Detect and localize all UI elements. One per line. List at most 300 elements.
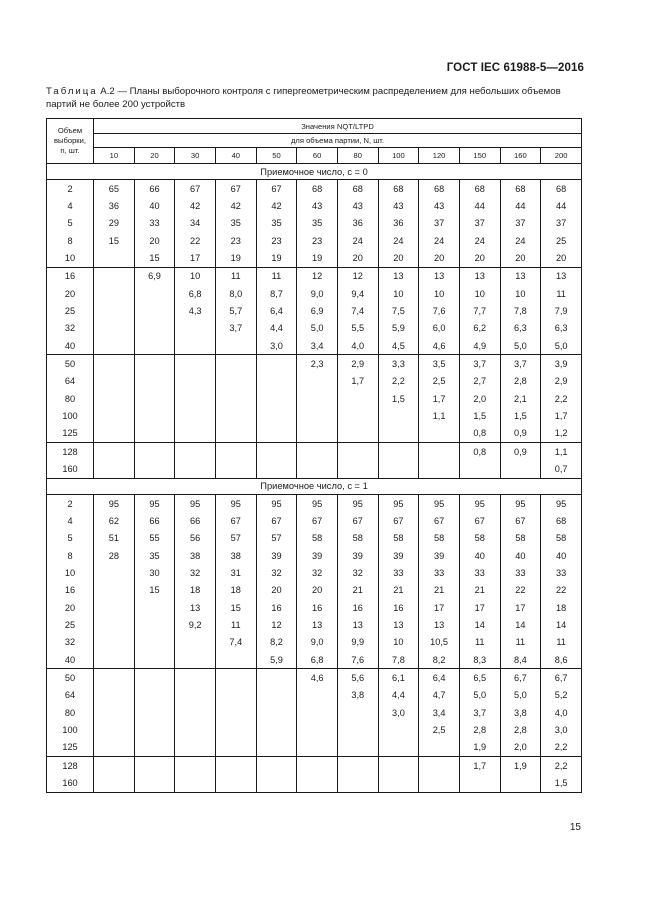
value-cell — [94, 739, 135, 757]
value-cell: 55 — [134, 530, 175, 547]
value-cell — [215, 687, 256, 704]
value-cell: 36 — [337, 215, 378, 232]
table-row — [47, 267, 582, 285]
value-cell — [256, 739, 297, 757]
value-cell: 19 — [297, 249, 338, 267]
value-cell: 7,7 — [459, 302, 500, 319]
value-cell: 66 — [175, 512, 216, 529]
value-cell — [175, 739, 216, 757]
value-cell: 39 — [419, 547, 460, 564]
value-cell: 30 — [134, 564, 175, 581]
value-cell: 95 — [500, 494, 541, 512]
value-cell: 36 — [94, 197, 135, 214]
value-cell: 58 — [337, 530, 378, 547]
value-cell: 12 — [337, 267, 378, 285]
table-row — [47, 721, 582, 738]
value-cell — [134, 407, 175, 424]
table-row — [47, 461, 582, 479]
value-cell: 58 — [459, 530, 500, 547]
value-cell: 32 — [297, 564, 338, 581]
value-cell — [337, 774, 378, 792]
table-row — [47, 285, 582, 302]
value-cell: 5,9 — [378, 320, 419, 337]
value-cell — [94, 616, 135, 633]
value-cell: 13 — [419, 267, 460, 285]
value-cell: 12 — [256, 616, 297, 633]
value-cell: 9,4 — [337, 285, 378, 302]
value-cell: 14 — [500, 616, 541, 633]
value-cell: 1,7 — [419, 390, 460, 407]
sample-size-cell: 50 — [47, 355, 94, 373]
value-cell — [215, 721, 256, 738]
value-cell — [419, 739, 460, 757]
value-cell: 66 — [134, 512, 175, 529]
sample-size-header-line: Объем — [57, 126, 83, 135]
nqt-ltpd-header: Значения NQT/LTPD — [94, 119, 582, 134]
value-cell — [94, 564, 135, 581]
value-cell — [256, 704, 297, 721]
sample-size-cell: 4 — [47, 197, 94, 214]
value-cell: 20 — [337, 249, 378, 267]
lot-size-col-header: 40 — [215, 148, 256, 164]
value-cell: 3,9 — [541, 355, 582, 373]
value-cell: 44 — [500, 197, 541, 214]
table-row — [47, 599, 582, 616]
value-cell — [94, 651, 135, 669]
sample-size-cell: 4 — [47, 512, 94, 529]
value-cell: 7,8 — [500, 302, 541, 319]
value-cell — [297, 721, 338, 738]
sample-size-cell: 2 — [47, 494, 94, 512]
value-cell: 67 — [215, 180, 256, 198]
table-row — [47, 634, 582, 651]
value-cell — [134, 651, 175, 669]
value-cell: 23 — [215, 232, 256, 249]
value-cell: 44 — [459, 197, 500, 214]
value-cell: 65 — [94, 180, 135, 198]
value-cell: 3,8 — [337, 687, 378, 704]
value-cell — [256, 669, 297, 687]
value-cell: 9,9 — [337, 634, 378, 651]
value-cell: 68 — [541, 180, 582, 198]
value-cell: 19 — [256, 249, 297, 267]
value-cell: 7,6 — [419, 302, 460, 319]
lot-size-col-header: 80 — [337, 148, 378, 164]
value-cell: 3,7 — [459, 704, 500, 721]
value-cell: 5,0 — [500, 687, 541, 704]
value-cell: 95 — [541, 494, 582, 512]
sample-size-cell: 40 — [47, 651, 94, 669]
sample-size-cell: 128 — [47, 757, 94, 775]
value-cell: 18 — [541, 599, 582, 616]
value-cell — [297, 739, 338, 757]
value-cell: 42 — [215, 197, 256, 214]
value-cell: 13 — [459, 267, 500, 285]
value-cell: 43 — [297, 197, 338, 214]
value-cell: 6,4 — [256, 302, 297, 319]
value-cell — [378, 443, 419, 461]
value-cell: 1,1 — [541, 443, 582, 461]
sample-size-cell: 40 — [47, 337, 94, 355]
value-cell: 56 — [175, 530, 216, 547]
value-cell: 95 — [256, 494, 297, 512]
value-cell: 13 — [500, 267, 541, 285]
value-cell: 6,7 — [541, 669, 582, 687]
lot-size-header: для объема партии, N, шт. — [94, 134, 582, 148]
value-cell — [175, 669, 216, 687]
value-cell: 95 — [94, 494, 135, 512]
value-cell: 11 — [215, 616, 256, 633]
value-cell: 16 — [297, 599, 338, 616]
value-cell — [94, 704, 135, 721]
value-cell: 40 — [134, 197, 175, 214]
value-cell — [94, 373, 135, 390]
value-cell — [94, 599, 135, 616]
value-cell — [175, 337, 216, 355]
value-cell: 1,5 — [500, 407, 541, 424]
table-row — [47, 355, 582, 373]
sample-size-cell: 16 — [47, 582, 94, 599]
value-cell: 43 — [378, 197, 419, 214]
value-cell — [94, 721, 135, 738]
value-cell — [134, 390, 175, 407]
value-cell: 16 — [256, 599, 297, 616]
value-cell: 11 — [256, 267, 297, 285]
sample-size-cell: 160 — [47, 774, 94, 792]
value-cell: 7,4 — [337, 302, 378, 319]
value-cell — [459, 774, 500, 792]
value-cell — [94, 302, 135, 319]
value-cell: 0,9 — [500, 425, 541, 443]
caption-text: А.2 — Планы выборочного контроля с гипергеометрическим распределением для небольших объемов партий не более 200 устройств — [46, 86, 561, 110]
value-cell: 2,8 — [500, 721, 541, 738]
value-cell — [459, 461, 500, 479]
value-cell: 3,8 — [500, 704, 541, 721]
table-row — [47, 443, 582, 461]
table-row — [47, 197, 582, 214]
value-cell: 4,4 — [378, 687, 419, 704]
value-cell: 29 — [94, 215, 135, 232]
sample-size-cell: 16 — [47, 267, 94, 285]
value-cell: 10 — [500, 285, 541, 302]
table-row — [47, 180, 582, 198]
value-cell — [175, 373, 216, 390]
value-cell: 6,5 — [459, 669, 500, 687]
sample-size-cell: 10 — [47, 249, 94, 267]
value-cell — [215, 337, 256, 355]
value-cell: 6,9 — [134, 267, 175, 285]
value-cell — [175, 687, 216, 704]
value-cell — [378, 774, 419, 792]
value-cell: 10 — [378, 634, 419, 651]
value-cell: 9,0 — [297, 634, 338, 651]
value-cell — [297, 425, 338, 443]
value-cell: 6,3 — [500, 320, 541, 337]
value-cell: 6,8 — [297, 651, 338, 669]
value-cell — [378, 461, 419, 479]
value-cell: 1,7 — [337, 373, 378, 390]
value-cell — [215, 739, 256, 757]
value-cell: 20 — [134, 232, 175, 249]
table-row — [47, 407, 582, 424]
value-cell: 2,2 — [378, 373, 419, 390]
value-cell: 1,7 — [541, 407, 582, 424]
value-cell: 20 — [378, 249, 419, 267]
value-cell: 13 — [541, 267, 582, 285]
table-row — [47, 320, 582, 337]
value-cell: 16 — [378, 599, 419, 616]
value-cell: 32 — [337, 564, 378, 581]
value-cell: 33 — [459, 564, 500, 581]
value-cell: 8,4 — [500, 651, 541, 669]
value-cell — [94, 355, 135, 373]
value-cell: 2,2 — [541, 757, 582, 775]
value-cell: 6,8 — [175, 285, 216, 302]
value-cell — [256, 721, 297, 738]
value-cell: 3,5 — [419, 355, 460, 373]
table-row — [47, 739, 582, 757]
value-cell: 39 — [337, 547, 378, 564]
value-cell — [256, 373, 297, 390]
value-cell — [134, 355, 175, 373]
value-cell: 33 — [541, 564, 582, 581]
value-cell: 13 — [337, 616, 378, 633]
value-cell — [215, 651, 256, 669]
value-cell: 3,3 — [378, 355, 419, 373]
sample-size-header-line: выборки, — [54, 136, 86, 145]
value-cell: 2,3 — [297, 355, 338, 373]
value-cell: 2,0 — [459, 390, 500, 407]
value-cell: 15 — [215, 599, 256, 616]
value-cell: 7,6 — [337, 651, 378, 669]
value-cell: 7,9 — [541, 302, 582, 319]
value-cell: 0,8 — [459, 443, 500, 461]
sample-size-cell: 8 — [47, 547, 94, 564]
value-cell: 21 — [459, 582, 500, 599]
section-header-row — [47, 478, 582, 494]
value-cell: 6,3 — [541, 320, 582, 337]
table-row — [47, 512, 582, 529]
sample-size-cell: 80 — [47, 704, 94, 721]
value-cell: 12 — [297, 267, 338, 285]
value-cell: 35 — [215, 215, 256, 232]
value-cell: 3,0 — [378, 704, 419, 721]
value-cell: 33 — [500, 564, 541, 581]
value-cell: 10 — [378, 285, 419, 302]
value-cell — [419, 443, 460, 461]
value-cell — [175, 757, 216, 775]
value-cell: 67 — [175, 180, 216, 198]
value-cell: 33 — [378, 564, 419, 581]
value-cell: 1,5 — [378, 390, 419, 407]
value-cell: 1,2 — [541, 425, 582, 443]
value-cell: 4,4 — [256, 320, 297, 337]
value-cell — [256, 774, 297, 792]
sample-size-cell: 2 — [47, 180, 94, 198]
value-cell: 6,4 — [419, 669, 460, 687]
value-cell — [134, 320, 175, 337]
value-cell: 4,7 — [419, 687, 460, 704]
value-cell: 21 — [378, 582, 419, 599]
value-cell — [297, 704, 338, 721]
value-cell: 9,2 — [175, 616, 216, 633]
value-cell — [134, 285, 175, 302]
value-cell: 24 — [500, 232, 541, 249]
value-cell: 38 — [175, 547, 216, 564]
sample-size-cell: 25 — [47, 302, 94, 319]
value-cell: 67 — [297, 512, 338, 529]
value-cell — [175, 651, 216, 669]
value-cell — [337, 704, 378, 721]
value-cell: 13 — [378, 616, 419, 633]
value-cell: 2,2 — [541, 739, 582, 757]
value-cell: 67 — [337, 512, 378, 529]
value-cell: 4,6 — [419, 337, 460, 355]
value-cell: 2,9 — [541, 373, 582, 390]
value-cell: 1,5 — [459, 407, 500, 424]
value-cell: 25 — [541, 232, 582, 249]
value-cell: 18 — [215, 582, 256, 599]
lot-size-col-header: 160 — [500, 148, 541, 164]
value-cell: 4,6 — [297, 669, 338, 687]
table-row — [47, 390, 582, 407]
value-cell: 15 — [134, 249, 175, 267]
value-cell: 57 — [256, 530, 297, 547]
value-cell — [215, 757, 256, 775]
value-cell: 10 — [459, 285, 500, 302]
value-cell: 0,7 — [541, 461, 582, 479]
value-cell: 95 — [215, 494, 256, 512]
value-cell: 13 — [378, 267, 419, 285]
value-cell: 24 — [378, 232, 419, 249]
value-cell: 39 — [378, 547, 419, 564]
value-cell: 5,9 — [256, 651, 297, 669]
value-cell: 43 — [419, 197, 460, 214]
value-cell: 68 — [541, 512, 582, 529]
sample-size-cell: 8 — [47, 232, 94, 249]
value-cell: 42 — [256, 197, 297, 214]
table-row — [47, 774, 582, 792]
value-cell: 13 — [419, 616, 460, 633]
value-cell — [297, 443, 338, 461]
value-cell — [215, 390, 256, 407]
value-cell — [94, 461, 135, 479]
value-cell — [297, 687, 338, 704]
value-cell: 4,5 — [378, 337, 419, 355]
lot-size-col-header: 150 — [459, 148, 500, 164]
value-cell: 8,7 — [256, 285, 297, 302]
value-cell — [134, 599, 175, 616]
value-cell: 5,0 — [297, 320, 338, 337]
value-cell — [94, 390, 135, 407]
value-cell — [256, 687, 297, 704]
value-cell: 42 — [175, 197, 216, 214]
value-cell — [419, 774, 460, 792]
value-cell: 2,7 — [459, 373, 500, 390]
value-cell: 3,4 — [297, 337, 338, 355]
value-cell: 18 — [175, 582, 216, 599]
value-cell: 37 — [459, 215, 500, 232]
value-cell: 22 — [175, 232, 216, 249]
value-cell — [175, 721, 216, 738]
value-cell: 40 — [541, 547, 582, 564]
value-cell: 5,5 — [337, 320, 378, 337]
value-cell: 1,9 — [500, 757, 541, 775]
lot-size-col-header: 20 — [134, 148, 175, 164]
value-cell — [94, 425, 135, 443]
value-cell: 33 — [419, 564, 460, 581]
table-row — [47, 547, 582, 564]
value-cell — [297, 407, 338, 424]
caption-prefix: Таблица — [46, 86, 98, 97]
value-cell: 32 — [256, 564, 297, 581]
value-cell: 1,5 — [541, 774, 582, 792]
value-cell: 2,5 — [419, 373, 460, 390]
value-cell: 5,2 — [541, 687, 582, 704]
value-cell — [134, 704, 175, 721]
value-cell — [337, 390, 378, 407]
value-cell — [256, 355, 297, 373]
value-cell — [256, 757, 297, 775]
value-cell: 37 — [541, 215, 582, 232]
value-cell — [175, 425, 216, 443]
page-number: 15 — [569, 822, 581, 833]
lot-size-col-header: 120 — [419, 148, 460, 164]
value-cell: 4,0 — [541, 704, 582, 721]
value-cell: 6,7 — [500, 669, 541, 687]
value-cell: 21 — [337, 582, 378, 599]
value-cell: 21 — [419, 582, 460, 599]
sample-size-cell: 20 — [47, 285, 94, 302]
value-cell: 67 — [215, 512, 256, 529]
value-cell: 66 — [134, 180, 175, 198]
value-cell: 0,8 — [459, 425, 500, 443]
value-cell — [94, 249, 135, 267]
value-cell — [256, 461, 297, 479]
value-cell — [215, 355, 256, 373]
value-cell — [378, 739, 419, 757]
value-cell: 67 — [459, 512, 500, 529]
lot-size-col-header: 100 — [378, 148, 419, 164]
table-row — [47, 232, 582, 249]
value-cell — [337, 757, 378, 775]
value-cell — [94, 320, 135, 337]
value-cell: 68 — [337, 180, 378, 198]
value-cell: 5,0 — [500, 337, 541, 355]
value-cell: 20 — [419, 249, 460, 267]
value-cell: 7,4 — [215, 634, 256, 651]
value-cell — [297, 373, 338, 390]
value-cell: 40 — [459, 547, 500, 564]
table-row — [47, 373, 582, 390]
document-header: ГОСТ IEC 61988-5—2016 — [446, 62, 584, 74]
lot-size-col-header: 50 — [256, 148, 297, 164]
value-cell: 68 — [500, 180, 541, 198]
value-cell: 4,9 — [459, 337, 500, 355]
value-cell: 35 — [297, 215, 338, 232]
sample-size-cell: 32 — [47, 634, 94, 651]
value-cell: 1,7 — [459, 757, 500, 775]
value-cell: 2,2 — [541, 390, 582, 407]
value-cell: 17 — [500, 599, 541, 616]
value-cell — [337, 461, 378, 479]
value-cell: 7,5 — [378, 302, 419, 319]
value-cell: 2,9 — [337, 355, 378, 373]
value-cell: 4,0 — [337, 337, 378, 355]
value-cell — [256, 407, 297, 424]
table-caption — [46, 86, 586, 111]
value-cell — [256, 390, 297, 407]
